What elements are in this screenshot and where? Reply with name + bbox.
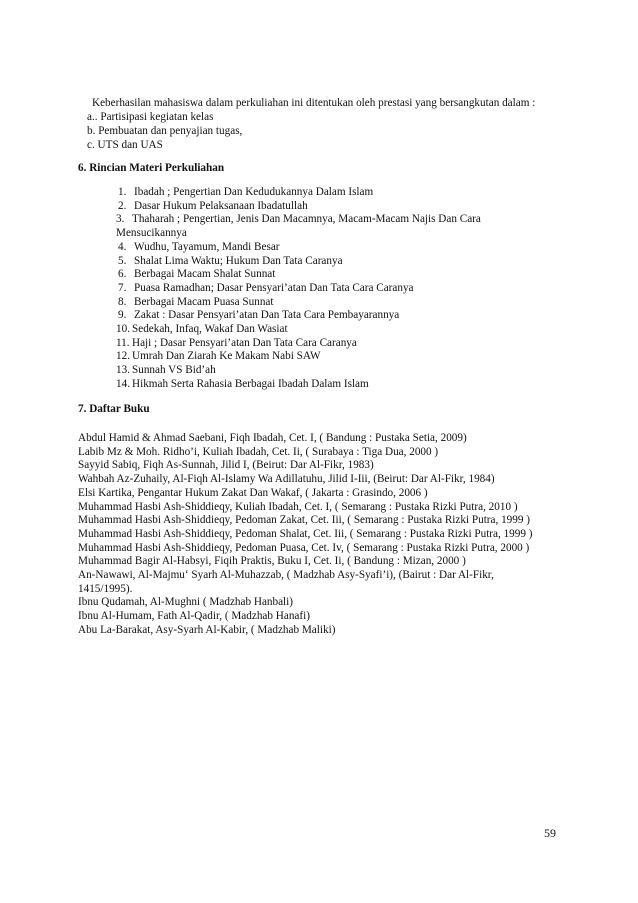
list-item-number: 9. — [118, 309, 127, 322]
list-item-text: Ibadah ; Pengertian Dan Kedudukannya Dalam Islam — [134, 186, 374, 198]
bibliography-entry: Elsi Kartika, Pengantar Hukum Zakat Dan Wakaf, ( Jakarta : Grasindo, 2006 ) — [78, 486, 428, 499]
list-item-text: Thaharah ; Pengertian, Jenis Dan Macamnya, Macam-Macam Najis Dan Cara — [132, 213, 481, 226]
assessment-intro: Keberhasilan mahasiswa dalam perkuliahan ini ditentukan oleh prestasi yang bersangkutan dalam : — [92, 97, 536, 109]
list-item-number: 6. — [118, 268, 127, 281]
bibliography-list — [78, 432, 578, 638]
list-item-text: Zakat : Dasar Pensyari’atan Dan Tata Cara Pembayarannya — [134, 309, 400, 322]
list-item-number: 7. — [118, 281, 127, 294]
course-material-list — [118, 186, 558, 392]
list-item — [116, 337, 558, 351]
list-item — [118, 200, 558, 214]
list-item-continuation: Mensucikannya — [116, 227, 187, 240]
list-item — [116, 378, 558, 392]
page-number: 59 — [544, 826, 556, 840]
list-item-text: Puasa Ramadhan; Dasar Pensyari’atan Dan Tata Cara Caranya — [134, 281, 414, 294]
list-item — [118, 255, 558, 269]
bibliography-entry: Muhammad Hasbi Ash-Shiddieqy, Pedoman Shalat, Cet. Iii, ( Semarang : Pustaka Rizki Putra, 1999 ) — [78, 527, 533, 540]
list-item-text: Haji ; Dasar Pensyari’atan Dan Tata Cara Caranya — [132, 336, 357, 349]
list-item-text: Sunnah VS Bid’ah — [132, 364, 216, 377]
list-item — [118, 241, 558, 255]
assessment-option: b. Pembuatan dan penyajian tugas, — [87, 125, 243, 137]
bibliography-entry: Abu La-Barakat, Asy-Syarh Al-Kabir, ( Madzhab Maliki) — [78, 623, 336, 636]
list-item-text: Dasar Hukum Pelaksanaan Ibadatullah — [134, 199, 308, 212]
bibliography-entry: Wahbah Az-Zuhaily, Al-Fiqh Al-Islamy Wa Adillatuhu, Jilid I-Iii, (Beirut: Dar Al-Fikr, 1984) — [78, 473, 495, 486]
bibliography-entry: Muhammad Hasbi Ash-Shiddieqy, Kuliah Ibadah, Cet. I, ( Semarang : Pustaka Rizki Putra, 2010 ) — [78, 500, 518, 513]
list-item-number: 4. — [118, 240, 127, 253]
bibliography-entry: An-Nawawi, Al-Majmu‘ Syarh Al-Muhazzab, ( Madzhab Asy-Syafi’i), (Bairut : Dar Al-Fikr, — [78, 569, 494, 582]
list-item — [118, 296, 558, 310]
list-item-number: 13. — [116, 364, 130, 377]
list-item-text: Shalat Lima Waktu; Hukum Dan Tata Caranya — [134, 254, 343, 267]
list-item — [118, 186, 558, 200]
bibliography-entry: Ibnu Al-Humam, Fath Al-Qadir, ( Madzhab Hanafi) — [78, 610, 310, 623]
list-item-number: 11. — [116, 336, 130, 349]
list-item-text: Berbagai Macam Puasa Sunnat — [134, 295, 274, 308]
assessment-option: a.. Partisipasi kegiatan kelas — [87, 111, 214, 123]
list-item — [116, 350, 558, 364]
assessment-option: c. UTS dan UAS — [87, 139, 163, 151]
list-item-text: Berbagai Macam Shalat Sunnat — [134, 268, 276, 281]
list-item-text: Wudhu, Tayamum, Mandi Besar — [134, 240, 280, 253]
bibliography-entry: 1415/1995). — [78, 582, 133, 595]
list-item-number: 5. — [118, 254, 127, 267]
list-item — [116, 323, 558, 337]
list-item-text: Sedekah, Infaq, Wakaf Dan Wasiat — [132, 323, 288, 336]
bibliography-entry: Sayyid Sabiq, Fiqh As-Sunnah, Jilid I, (Beirut: Dar Al-Fikr, 1983) — [78, 459, 374, 472]
bibliography-entry: Ibnu Qudamah, Al-Mughni ( Madzhab Hanbali) — [78, 596, 293, 609]
list-item — [118, 282, 558, 296]
list-item-text: Hikmah Serta Rahasia Berbagai Ibadah Dalam Islam — [132, 377, 369, 390]
list-item-number: 1. — [118, 186, 127, 198]
bibliography-entry: Muhammad Hasbi Ash-Shiddieqy, Pedoman Puasa, Cet. Iv, ( Semarang : Pustaka Rizki Putra, 2000 ) — [78, 541, 530, 554]
list-item-number: 14. — [116, 377, 130, 390]
assessment-block — [84, 92, 604, 152]
list-item-number: 12. — [116, 350, 130, 363]
list-item — [116, 364, 558, 378]
bibliography-entry: Abdul Hamid & Ahmad Saebani, Fiqh Ibadah, Cet. I, ( Bandung : Pustaka Setia, 2009) — [78, 432, 467, 444]
bibliography-entry: Muhammad Hasbi Ash-Shiddieqy, Pedoman Zakat, Cet. Iii, ( Semarang : Pustaka Rizki Putra, 1999 ) — [78, 514, 530, 527]
bibliography-entry: Labib Mz & Moh. Ridho’i, Kuliah Ibadah, Cet. Ii, ( Surabaya : Tiga Dua, 2000 ) — [78, 445, 439, 458]
list-item-number: 8. — [118, 295, 127, 308]
section-6-heading: 6. Rincian Materi Perkuliahan — [78, 162, 225, 174]
list-item — [118, 268, 558, 282]
list-item — [116, 213, 558, 240]
list-item-number: 2. — [118, 199, 127, 212]
list-item — [118, 309, 558, 323]
list-item-number: 10. — [116, 323, 130, 336]
section-7-heading: 7. Daftar Buku — [78, 403, 150, 415]
list-item-number: 3. — [116, 213, 125, 226]
bibliography-entry: Muhammad Bagir Al-Habsyi, Fiqih Praktis, Buku I, Cet. Ii, ( Bandung : Mizan, 2000 ) — [78, 555, 466, 568]
list-item-text: Umrah Dan Ziarah Ke Makam Nabi SAW — [132, 350, 321, 363]
